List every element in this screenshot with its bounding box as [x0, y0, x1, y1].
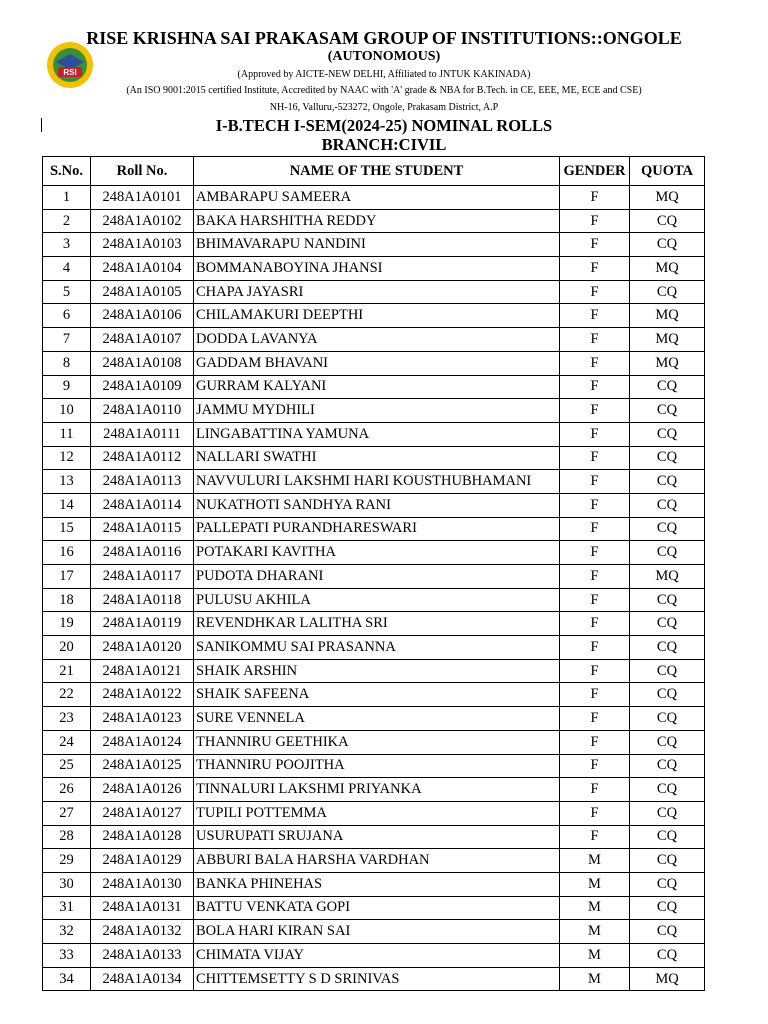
quota-cell: CQ — [630, 778, 705, 802]
quota-cell: CQ — [630, 280, 705, 304]
sno-cell: 2 — [43, 209, 91, 233]
gender-cell: M — [560, 896, 630, 920]
roll-no-cell: 248A1A0131 — [91, 896, 194, 920]
table-header-row — [43, 157, 705, 186]
student-name-cell: PULUSU AKHILA — [194, 588, 560, 612]
roll-no-cell: 248A1A0115 — [91, 517, 194, 541]
roll-no-cell: 248A1A0128 — [91, 825, 194, 849]
student-name-cell: NUKATHOTI SANDHYA RANI — [194, 493, 560, 517]
sno-cell: 31 — [43, 896, 91, 920]
student-name-cell: SHAIK SAFEENA — [194, 683, 560, 707]
table-row — [43, 209, 705, 233]
sno-cell: 8 — [43, 351, 91, 375]
quota-cell: MQ — [630, 328, 705, 352]
roll-no-cell: 248A1A0108 — [91, 351, 194, 375]
gender-cell: F — [560, 730, 630, 754]
quota-cell: CQ — [630, 801, 705, 825]
gender-cell: F — [560, 659, 630, 683]
table-row — [43, 328, 705, 352]
quota-cell: CQ — [630, 209, 705, 233]
gender-cell: F — [560, 209, 630, 233]
gender-cell: M — [560, 849, 630, 873]
student-name-cell: BOLA HARI KIRAN SAI — [194, 920, 560, 944]
gender-cell: F — [560, 493, 630, 517]
table-row — [43, 825, 705, 849]
roll-no-cell: 248A1A0127 — [91, 801, 194, 825]
gender-cell: F — [560, 778, 630, 802]
accreditation-line: (An ISO 9001:2015 certified Institute, Accredited by NAAC with 'A' grade & NBA for B.Tech. in CE, EEE, ME, ECE and CSE) — [126, 85, 642, 96]
quota-cell: CQ — [630, 683, 705, 707]
roll-no-cell: 248A1A0118 — [91, 588, 194, 612]
quota-cell: CQ — [630, 612, 705, 636]
table-row — [43, 872, 705, 896]
gender-cell: F — [560, 328, 630, 352]
student-name-cell: NAVVULURI LAKSHMI HARI KOUSTHUBHAMANI — [194, 470, 560, 494]
quota-cell: CQ — [630, 659, 705, 683]
table-row — [43, 754, 705, 778]
table-row — [43, 470, 705, 494]
logo-text: RSI — [63, 68, 77, 77]
roll-no-cell: 248A1A0117 — [91, 565, 194, 589]
student-name-cell: BANKA PHINEHAS — [194, 872, 560, 896]
quota-cell: CQ — [630, 233, 705, 257]
student-name-cell: BAKA HARSHITHA REDDY — [194, 209, 560, 233]
sno-cell: 11 — [43, 422, 91, 446]
gender-cell: F — [560, 636, 630, 660]
gender-cell: F — [560, 707, 630, 731]
gender-cell: F — [560, 186, 630, 210]
sno-cell: 27 — [43, 801, 91, 825]
gender-cell: F — [560, 375, 630, 399]
sno-cell: 14 — [43, 493, 91, 517]
quota-cell: MQ — [630, 304, 705, 328]
roll-no-cell: 248A1A0132 — [91, 920, 194, 944]
student-name-cell: JAMMU MYDHILI — [194, 399, 560, 423]
roll-no-cell: 248A1A0130 — [91, 872, 194, 896]
sno-cell: 30 — [43, 872, 91, 896]
student-name-cell: THANNIRU GEETHIKA — [194, 730, 560, 754]
roll-no-cell: 248A1A0101 — [91, 186, 194, 210]
roll-no-cell: 248A1A0123 — [91, 707, 194, 731]
sno-cell: 15 — [43, 517, 91, 541]
roll-no-cell: 248A1A0124 — [91, 730, 194, 754]
roll-no-cell: 248A1A0110 — [91, 399, 194, 423]
sno-cell: 25 — [43, 754, 91, 778]
table-row — [43, 588, 705, 612]
gender-cell: F — [560, 612, 630, 636]
table-row — [43, 280, 705, 304]
gender-cell: M — [560, 872, 630, 896]
quota-cell: CQ — [630, 446, 705, 470]
gender-cell: F — [560, 422, 630, 446]
gender-cell: F — [560, 233, 630, 257]
table-row — [43, 944, 705, 968]
sno-cell: 22 — [43, 683, 91, 707]
quota-cell: CQ — [630, 541, 705, 565]
sno-cell: 4 — [43, 257, 91, 281]
sno-cell: 7 — [43, 328, 91, 352]
column-header-sno: S.No. — [43, 157, 91, 186]
gender-cell: M — [560, 967, 630, 991]
student-name-cell: DODDA LAVANYA — [194, 328, 560, 352]
column-header-roll-no: Roll No. — [91, 157, 194, 186]
quota-cell: CQ — [630, 375, 705, 399]
quota-cell: CQ — [630, 707, 705, 731]
quota-cell: MQ — [630, 967, 705, 991]
sno-cell: 17 — [43, 565, 91, 589]
sno-cell: 9 — [43, 375, 91, 399]
student-name-cell: SURE VENNELA — [194, 707, 560, 731]
quota-cell: CQ — [630, 754, 705, 778]
roll-no-cell: 248A1A0103 — [91, 233, 194, 257]
gender-cell: F — [560, 588, 630, 612]
quota-cell: CQ — [630, 588, 705, 612]
gender-cell: F — [560, 446, 630, 470]
table-row — [43, 446, 705, 470]
roll-no-cell: 248A1A0121 — [91, 659, 194, 683]
table-row — [43, 659, 705, 683]
table-row — [43, 233, 705, 257]
table-row — [43, 920, 705, 944]
quota-cell: MQ — [630, 351, 705, 375]
roll-no-cell: 248A1A0133 — [91, 944, 194, 968]
roll-no-cell: 248A1A0125 — [91, 754, 194, 778]
sno-cell: 10 — [43, 399, 91, 423]
student-name-cell: CHAPA JAYASRI — [194, 280, 560, 304]
sno-cell: 20 — [43, 636, 91, 660]
document-title: I-B.TECH I-SEM(2024-25) NOMINAL ROLLS — [215, 116, 553, 135]
table-row — [43, 399, 705, 423]
student-name-cell: CHITTEMSETTY S D SRINIVAS — [194, 967, 560, 991]
roll-no-cell: 248A1A0122 — [91, 683, 194, 707]
student-name-cell: PALLEPATI PURANDHARESWARI — [194, 517, 560, 541]
quota-cell: CQ — [630, 944, 705, 968]
student-name-cell: CHIMATA VIJAY — [194, 944, 560, 968]
quota-cell: MQ — [630, 565, 705, 589]
student-name-cell: GURRAM KALYANI — [194, 375, 560, 399]
sno-cell: 18 — [43, 588, 91, 612]
table-row — [43, 186, 705, 210]
quota-cell: CQ — [630, 517, 705, 541]
sno-cell: 26 — [43, 778, 91, 802]
gender-cell: F — [560, 541, 630, 565]
table-row — [43, 636, 705, 660]
sno-cell: 32 — [43, 920, 91, 944]
sno-cell: 12 — [43, 446, 91, 470]
sno-cell: 28 — [43, 825, 91, 849]
table-row — [43, 778, 705, 802]
table-row — [43, 257, 705, 281]
roll-no-cell: 248A1A0120 — [91, 636, 194, 660]
quota-cell: CQ — [630, 493, 705, 517]
student-name-cell: BOMMANABOYINA JHANSI — [194, 257, 560, 281]
table-row — [43, 683, 705, 707]
gender-cell: F — [560, 825, 630, 849]
roll-no-cell: 248A1A0111 — [91, 422, 194, 446]
quota-cell: CQ — [630, 825, 705, 849]
student-name-cell: ABBURI BALA HARSHA VARDHAN — [194, 849, 560, 873]
table-row — [43, 493, 705, 517]
student-name-cell: LINGABATTINA YAMUNA — [194, 422, 560, 446]
quota-cell: MQ — [630, 257, 705, 281]
roll-no-cell: 248A1A0114 — [91, 493, 194, 517]
table-row — [43, 707, 705, 731]
gender-cell: F — [560, 280, 630, 304]
quota-cell: CQ — [630, 920, 705, 944]
roll-no-cell: 248A1A0129 — [91, 849, 194, 873]
table-row — [43, 304, 705, 328]
quota-cell: CQ — [630, 849, 705, 873]
student-name-cell: CHILAMAKURI DEEPTHI — [194, 304, 560, 328]
student-name-cell: TINNALURI LAKSHMI PRIYANKA — [194, 778, 560, 802]
quota-cell: CQ — [630, 470, 705, 494]
gender-cell: F — [560, 257, 630, 281]
sno-cell: 5 — [43, 280, 91, 304]
gender-cell: M — [560, 920, 630, 944]
roll-no-cell: 248A1A0116 — [91, 541, 194, 565]
student-name-cell: TUPILI POTTEMMA — [194, 801, 560, 825]
quota-cell: CQ — [630, 896, 705, 920]
student-name-cell: THANNIRU POOJITHA — [194, 754, 560, 778]
gender-cell: F — [560, 517, 630, 541]
quota-cell: CQ — [630, 399, 705, 423]
nominal-rolls-table — [42, 156, 705, 991]
table-row — [43, 612, 705, 636]
table-row — [43, 422, 705, 446]
roll-no-cell: 248A1A0134 — [91, 967, 194, 991]
quota-cell: CQ — [630, 422, 705, 446]
column-header-name: NAME OF THE STUDENT — [194, 157, 560, 186]
institution-name: RISE KRISHNA SAI PRAKASAM GROUP OF INSTITUTIONS::ONGOLE — [86, 28, 682, 48]
student-name-cell: POTAKARI KAVITHA — [194, 541, 560, 565]
sno-cell: 29 — [43, 849, 91, 873]
sno-cell: 16 — [43, 541, 91, 565]
roll-no-cell: 248A1A0113 — [91, 470, 194, 494]
table-row — [43, 730, 705, 754]
table-body — [43, 186, 705, 991]
table-row — [43, 565, 705, 589]
student-name-cell: BHIMAVARAPU NANDINI — [194, 233, 560, 257]
sno-cell: 6 — [43, 304, 91, 328]
roll-no-cell: 248A1A0112 — [91, 446, 194, 470]
student-name-cell: PUDOTA DHARANI — [194, 565, 560, 589]
address-line: NH-16, Valluru,-523272, Ongole, Prakasam District, A.P — [269, 102, 499, 113]
sno-cell: 24 — [43, 730, 91, 754]
gender-cell: F — [560, 470, 630, 494]
table-row — [43, 375, 705, 399]
table-row — [43, 967, 705, 991]
autonomous-label: (AUTONOMOUS) — [327, 49, 441, 64]
approval-line: (Approved by AICTE-NEW DELHI, Affiliated to JNTUK KAKINADA) — [237, 69, 531, 80]
student-name-cell: REVENDHKAR LALITHA SRI — [194, 612, 560, 636]
student-name-cell: USURUPATI SRUJANA — [194, 825, 560, 849]
table-row — [43, 896, 705, 920]
student-name-cell: AMBARAPU SAMEERA — [194, 186, 560, 210]
sno-cell: 3 — [43, 233, 91, 257]
student-name-cell: NALLARI SWATHI — [194, 446, 560, 470]
sno-cell: 23 — [43, 707, 91, 731]
quota-cell: CQ — [630, 730, 705, 754]
roll-no-cell: 248A1A0119 — [91, 612, 194, 636]
gender-cell: F — [560, 399, 630, 423]
roll-no-cell: 248A1A0105 — [91, 280, 194, 304]
table-row — [43, 849, 705, 873]
roll-no-cell: 248A1A0102 — [91, 209, 194, 233]
sno-cell: 33 — [43, 944, 91, 968]
sno-cell: 13 — [43, 470, 91, 494]
quota-cell: CQ — [630, 872, 705, 896]
gender-cell: F — [560, 683, 630, 707]
gender-cell: F — [560, 351, 630, 375]
gender-cell: F — [560, 754, 630, 778]
roll-no-cell: 248A1A0109 — [91, 375, 194, 399]
roll-no-cell: 248A1A0107 — [91, 328, 194, 352]
gender-cell: F — [560, 304, 630, 328]
table-row — [43, 801, 705, 825]
branch-label: BRANCH:CIVIL — [321, 135, 447, 154]
table-row — [43, 517, 705, 541]
quota-cell: MQ — [630, 186, 705, 210]
quota-cell: CQ — [630, 636, 705, 660]
student-name-cell: SHAIK ARSHIN — [194, 659, 560, 683]
student-name-cell: BATTU VENKATA GOPI — [194, 896, 560, 920]
column-header-gender: GENDER — [560, 157, 630, 186]
roll-no-cell: 248A1A0126 — [91, 778, 194, 802]
sno-cell: 1 — [43, 186, 91, 210]
gender-cell: F — [560, 565, 630, 589]
sno-cell: 34 — [43, 967, 91, 991]
column-header-quota: QUOTA — [630, 157, 705, 186]
gender-cell: F — [560, 801, 630, 825]
sno-cell: 21 — [43, 659, 91, 683]
roll-no-cell: 248A1A0104 — [91, 257, 194, 281]
gender-cell: M — [560, 944, 630, 968]
table-row — [43, 351, 705, 375]
table-row — [43, 541, 705, 565]
sno-cell: 19 — [43, 612, 91, 636]
student-name-cell: SANIKOMMU SAI PRASANNA — [194, 636, 560, 660]
roll-no-cell: 248A1A0106 — [91, 304, 194, 328]
student-name-cell: GADDAM BHAVANI — [194, 351, 560, 375]
